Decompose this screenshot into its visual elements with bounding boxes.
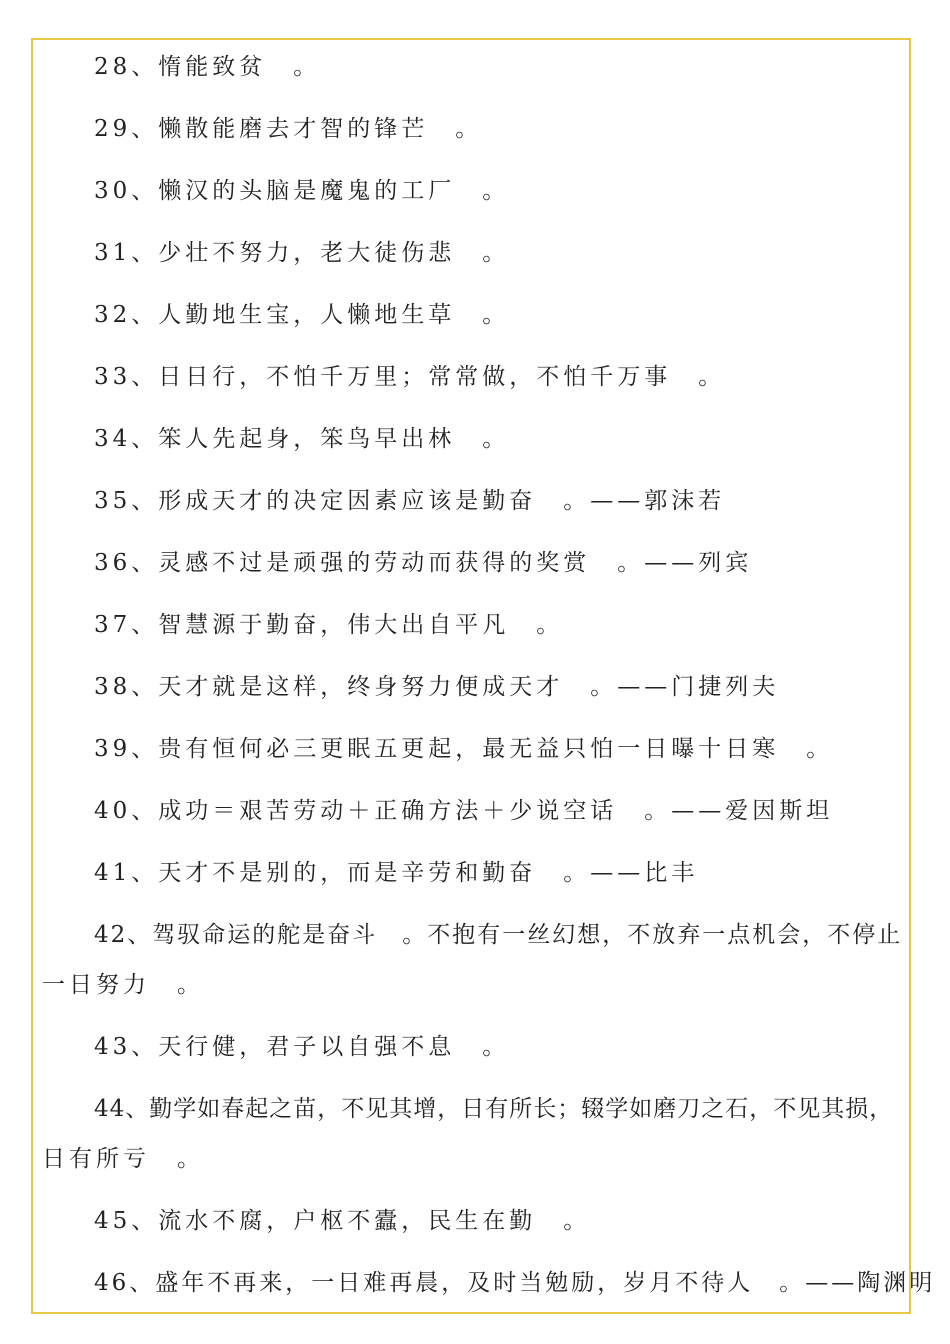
proverb-40: 40、成功＝艰苦劳动＋正确方法＋少说空话 。——爱因斯坦 [94, 798, 834, 824]
proverb-45: 45、流水不腐，户枢不蠹，民生在勤 。 [94, 1208, 591, 1234]
proverb-44: 44、勤学如春起之苗，不见其增，日有所长；辍学如磨刀之石，不见其损， [94, 1096, 894, 1122]
proverb-37: 37、智慧源于勤奋，伟大出自平凡 。 [94, 612, 564, 638]
proverb-46: 46、盛年不再来，一日难再晨，及时当勉励，岁月不待人 。——陶渊明 [94, 1270, 936, 1296]
proverb-29: 29、懒散能磨去才智的锋芒 。 [94, 116, 483, 142]
proverb-42: 42、驾驭命运的舵是奋斗 。不抱有一丝幻想，不放弃一点机会，不停止 [94, 922, 903, 948]
proverb-43: 43、天行健，君子以自强不息 。 [94, 1034, 510, 1060]
proverb-39: 39、贵有恒何必三更眠五更起，最无益只怕一日曝十日寒 。 [94, 736, 834, 762]
proverb-28: 28、惰能致贫 。 [94, 54, 321, 80]
proverb-44-continued: 日有所亏 。 [42, 1146, 204, 1172]
proverb-41: 41、天才不是别的，而是辛劳和勤奋 。——比丰 [94, 860, 699, 886]
proverb-35: 35、形成天才的决定因素应该是勤奋 。——郭沫若 [94, 488, 726, 514]
proverb-34: 34、笨人先起身，笨鸟早出林 。 [94, 426, 510, 452]
proverb-42-continued: 一日努力 。 [42, 972, 204, 998]
proverb-33: 33、日日行，不怕千万里；常常做，不怕千万事 。 [94, 364, 726, 390]
proverb-38: 38、天才就是这样，终身努力便成天才 。——门捷列夫 [94, 674, 780, 700]
proverb-30: 30、懒汉的头脑是魔鬼的工厂 。 [94, 178, 510, 204]
proverb-31: 31、少壮不努力，老大徒伤悲 。 [94, 240, 510, 266]
proverb-36: 36、灵感不过是顽强的劳动而获得的奖赏 。——列宾 [94, 550, 753, 576]
proverb-32: 32、人勤地生宝，人懒地生草 。 [94, 302, 510, 328]
